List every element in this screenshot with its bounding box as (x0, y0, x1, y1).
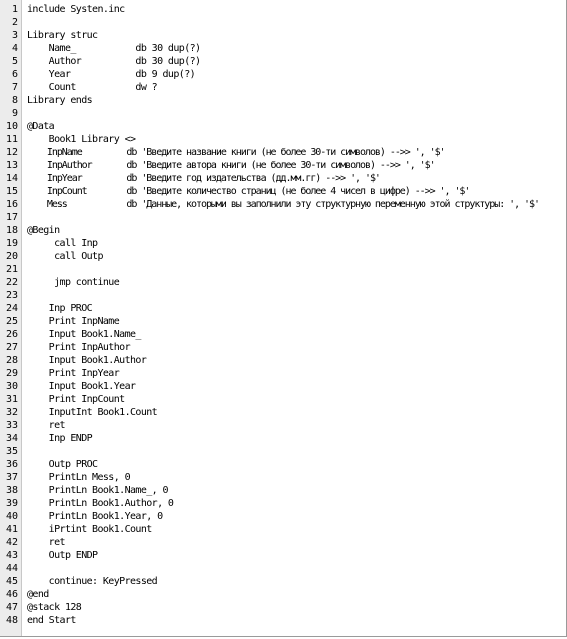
line-number: 11 (5, 134, 18, 145)
code-text[interactable]: continue: KeyPressed (27, 576, 158, 587)
line-number: 1 (11, 4, 18, 15)
code-text[interactable]: InputInt Book1.Count (27, 407, 158, 418)
code-line[interactable] (0, 614, 566, 627)
line-number: 29 (5, 368, 18, 379)
code-line[interactable] (0, 601, 566, 614)
code-line[interactable] (0, 523, 566, 536)
code-line[interactable] (0, 432, 566, 445)
line-number: 24 (5, 303, 18, 314)
code-text[interactable]: Inp PROC (27, 303, 93, 314)
code-text[interactable]: call Inp (27, 238, 98, 249)
line-number: 5 (11, 56, 18, 67)
code-line[interactable] (0, 224, 566, 237)
code-line[interactable] (0, 276, 566, 289)
code-lines (0, 3, 566, 627)
code-line[interactable] (0, 575, 566, 588)
code-text[interactable]: @stack 128 (27, 602, 82, 613)
line-number: 43 (5, 550, 18, 561)
line-number: 20 (5, 251, 18, 262)
line-number: 41 (5, 524, 18, 535)
code-line[interactable] (0, 302, 566, 315)
code-line[interactable] (0, 289, 566, 302)
code-line[interactable] (0, 484, 566, 497)
code-text[interactable]: PrintLn Book1.Name_, 0 (27, 485, 168, 496)
code-line[interactable] (0, 16, 566, 29)
line-number: 17 (5, 212, 18, 223)
line-number: 30 (5, 381, 18, 392)
code-line[interactable] (0, 146, 566, 159)
code-line[interactable] (0, 29, 566, 42)
code-line[interactable] (0, 497, 566, 510)
code-line[interactable] (0, 172, 566, 185)
code-line[interactable] (0, 354, 566, 367)
code-text[interactable]: Outp PROC (27, 459, 98, 470)
code-line[interactable] (0, 185, 566, 198)
line-number: 15 (5, 186, 18, 197)
code-line[interactable] (0, 510, 566, 523)
code-text[interactable]: Print InpName (27, 316, 120, 327)
code-text[interactable]: ret (27, 420, 65, 431)
code-text[interactable]: Input Book1.Year (27, 381, 136, 392)
code-text[interactable]: include Systen.inc (27, 4, 125, 15)
code-line[interactable] (0, 237, 566, 250)
code-line[interactable] (0, 419, 566, 432)
code-line[interactable] (0, 159, 566, 172)
code-text[interactable]: InpYear db 'Введите год издательства (дд.мм.гг) -->> ', '$' (27, 173, 380, 184)
code-text[interactable]: InpCount db 'Введите количество страниц (не более 4 чисел в цифре) -->> ', '$' (27, 186, 470, 197)
code-line[interactable] (0, 471, 566, 484)
line-number: 48 (5, 615, 18, 626)
code-line[interactable] (0, 250, 566, 263)
line-number: 33 (5, 420, 18, 431)
line-number: 32 (5, 407, 18, 418)
code-text[interactable]: Mess db 'Данные, которыми вы заполнили эту структурную переменную этой структуры: ', '$' (27, 199, 539, 210)
line-number: 16 (5, 199, 18, 210)
line-number: 45 (5, 576, 18, 587)
line-number: 47 (5, 602, 18, 613)
code-text[interactable]: @Begin (27, 225, 60, 236)
line-number: 46 (5, 589, 18, 600)
line-number: 42 (5, 537, 18, 548)
code-line[interactable] (0, 3, 566, 16)
code-text[interactable]: PrintLn Book1.Year, 0 (27, 511, 163, 522)
code-text[interactable]: Outp ENDP (27, 550, 98, 561)
code-text[interactable]: InpAuthor db 'Введите автора книги (не более 30-ти символов) -->> ', '$' (27, 160, 435, 171)
line-number: 10 (5, 121, 18, 132)
code-line[interactable] (0, 458, 566, 471)
code-line[interactable] (0, 42, 566, 55)
code-line[interactable] (0, 55, 566, 68)
line-number: 6 (11, 69, 18, 80)
line-number: 23 (5, 290, 18, 301)
code-text[interactable]: PrintLn Book1.Author, 0 (27, 498, 174, 509)
code-line[interactable] (0, 120, 566, 133)
line-number: 27 (5, 342, 18, 353)
line-number: 44 (5, 563, 18, 574)
line-number: 38 (5, 485, 18, 496)
code-line[interactable] (0, 562, 566, 575)
code-text[interactable]: ret (27, 537, 65, 548)
line-number: 12 (5, 147, 18, 158)
code-line[interactable] (0, 549, 566, 562)
code-text[interactable]: InpName db 'Введите название книги (не более 30-ти символов) -->> ', '$' (27, 147, 445, 158)
code-text[interactable]: Book1 Library <> (27, 134, 136, 145)
line-number: 25 (5, 316, 18, 327)
line-number: 13 (5, 160, 18, 171)
code-line[interactable] (0, 341, 566, 354)
code-line[interactable] (0, 393, 566, 406)
line-number: 7 (11, 82, 18, 93)
line-number: 8 (11, 95, 18, 106)
line-number: 34 (5, 433, 18, 444)
code-line[interactable] (0, 406, 566, 419)
code-text[interactable]: iPrtint Book1.Count (27, 524, 152, 535)
code-text[interactable]: Print InpYear (27, 368, 120, 379)
code-line[interactable] (0, 315, 566, 328)
code-line[interactable] (0, 198, 566, 211)
line-number: 36 (5, 459, 18, 470)
line-number: 14 (5, 173, 18, 184)
line-number: 35 (5, 446, 18, 457)
code-line[interactable] (0, 107, 566, 120)
line-number: 37 (5, 472, 18, 483)
code-line[interactable] (0, 263, 566, 276)
line-number: 22 (5, 277, 18, 288)
code-line[interactable] (0, 81, 566, 94)
line-number: 21 (5, 264, 18, 275)
code-text[interactable]: Author db 30 dup(?) (27, 56, 201, 67)
line-number: 3 (11, 30, 18, 41)
code-text[interactable]: jmp continue (27, 277, 120, 288)
code-line[interactable] (0, 536, 566, 549)
line-number: 39 (5, 498, 18, 509)
code-text[interactable]: Print InpCount (27, 394, 125, 405)
code-text[interactable]: call Outp (27, 251, 103, 262)
code-line[interactable] (0, 94, 566, 107)
code-text[interactable]: Inp ENDP (27, 433, 93, 444)
line-number: 18 (5, 225, 18, 236)
code-line[interactable] (0, 445, 566, 458)
code-text[interactable]: end Start (27, 615, 76, 626)
line-number: 28 (5, 355, 18, 366)
code-text[interactable]: Count dw ? (27, 82, 158, 93)
code-text[interactable]: Library struc (27, 30, 98, 41)
line-number: 26 (5, 329, 18, 340)
code-line[interactable] (0, 328, 566, 341)
line-number: 40 (5, 511, 18, 522)
code-line[interactable] (0, 380, 566, 393)
code-text[interactable]: Year db 9 dup(?) (27, 69, 196, 80)
code-text[interactable]: Library ends (27, 95, 93, 106)
line-number: 9 (11, 108, 18, 119)
line-number: 31 (5, 394, 18, 405)
code-line[interactable] (0, 588, 566, 601)
line-number: 2 (11, 17, 18, 28)
code-text[interactable]: PrintLn Mess, 0 (27, 472, 130, 483)
code-line[interactable] (0, 68, 566, 81)
code-text[interactable]: @Data (27, 121, 55, 132)
code-text[interactable]: Name_ db 30 dup(?) (27, 43, 201, 54)
code-line[interactable] (0, 211, 566, 224)
code-text[interactable]: Input Book1.Author (27, 355, 147, 366)
line-number: 4 (11, 43, 18, 54)
code-text[interactable]: Print InpAuthor (27, 342, 130, 353)
code-line[interactable] (0, 367, 566, 380)
line-number: 19 (5, 238, 18, 249)
code-text[interactable]: @end (27, 589, 49, 600)
code-line[interactable] (0, 133, 566, 146)
code-text[interactable]: Input Book1.Name_ (27, 329, 141, 340)
